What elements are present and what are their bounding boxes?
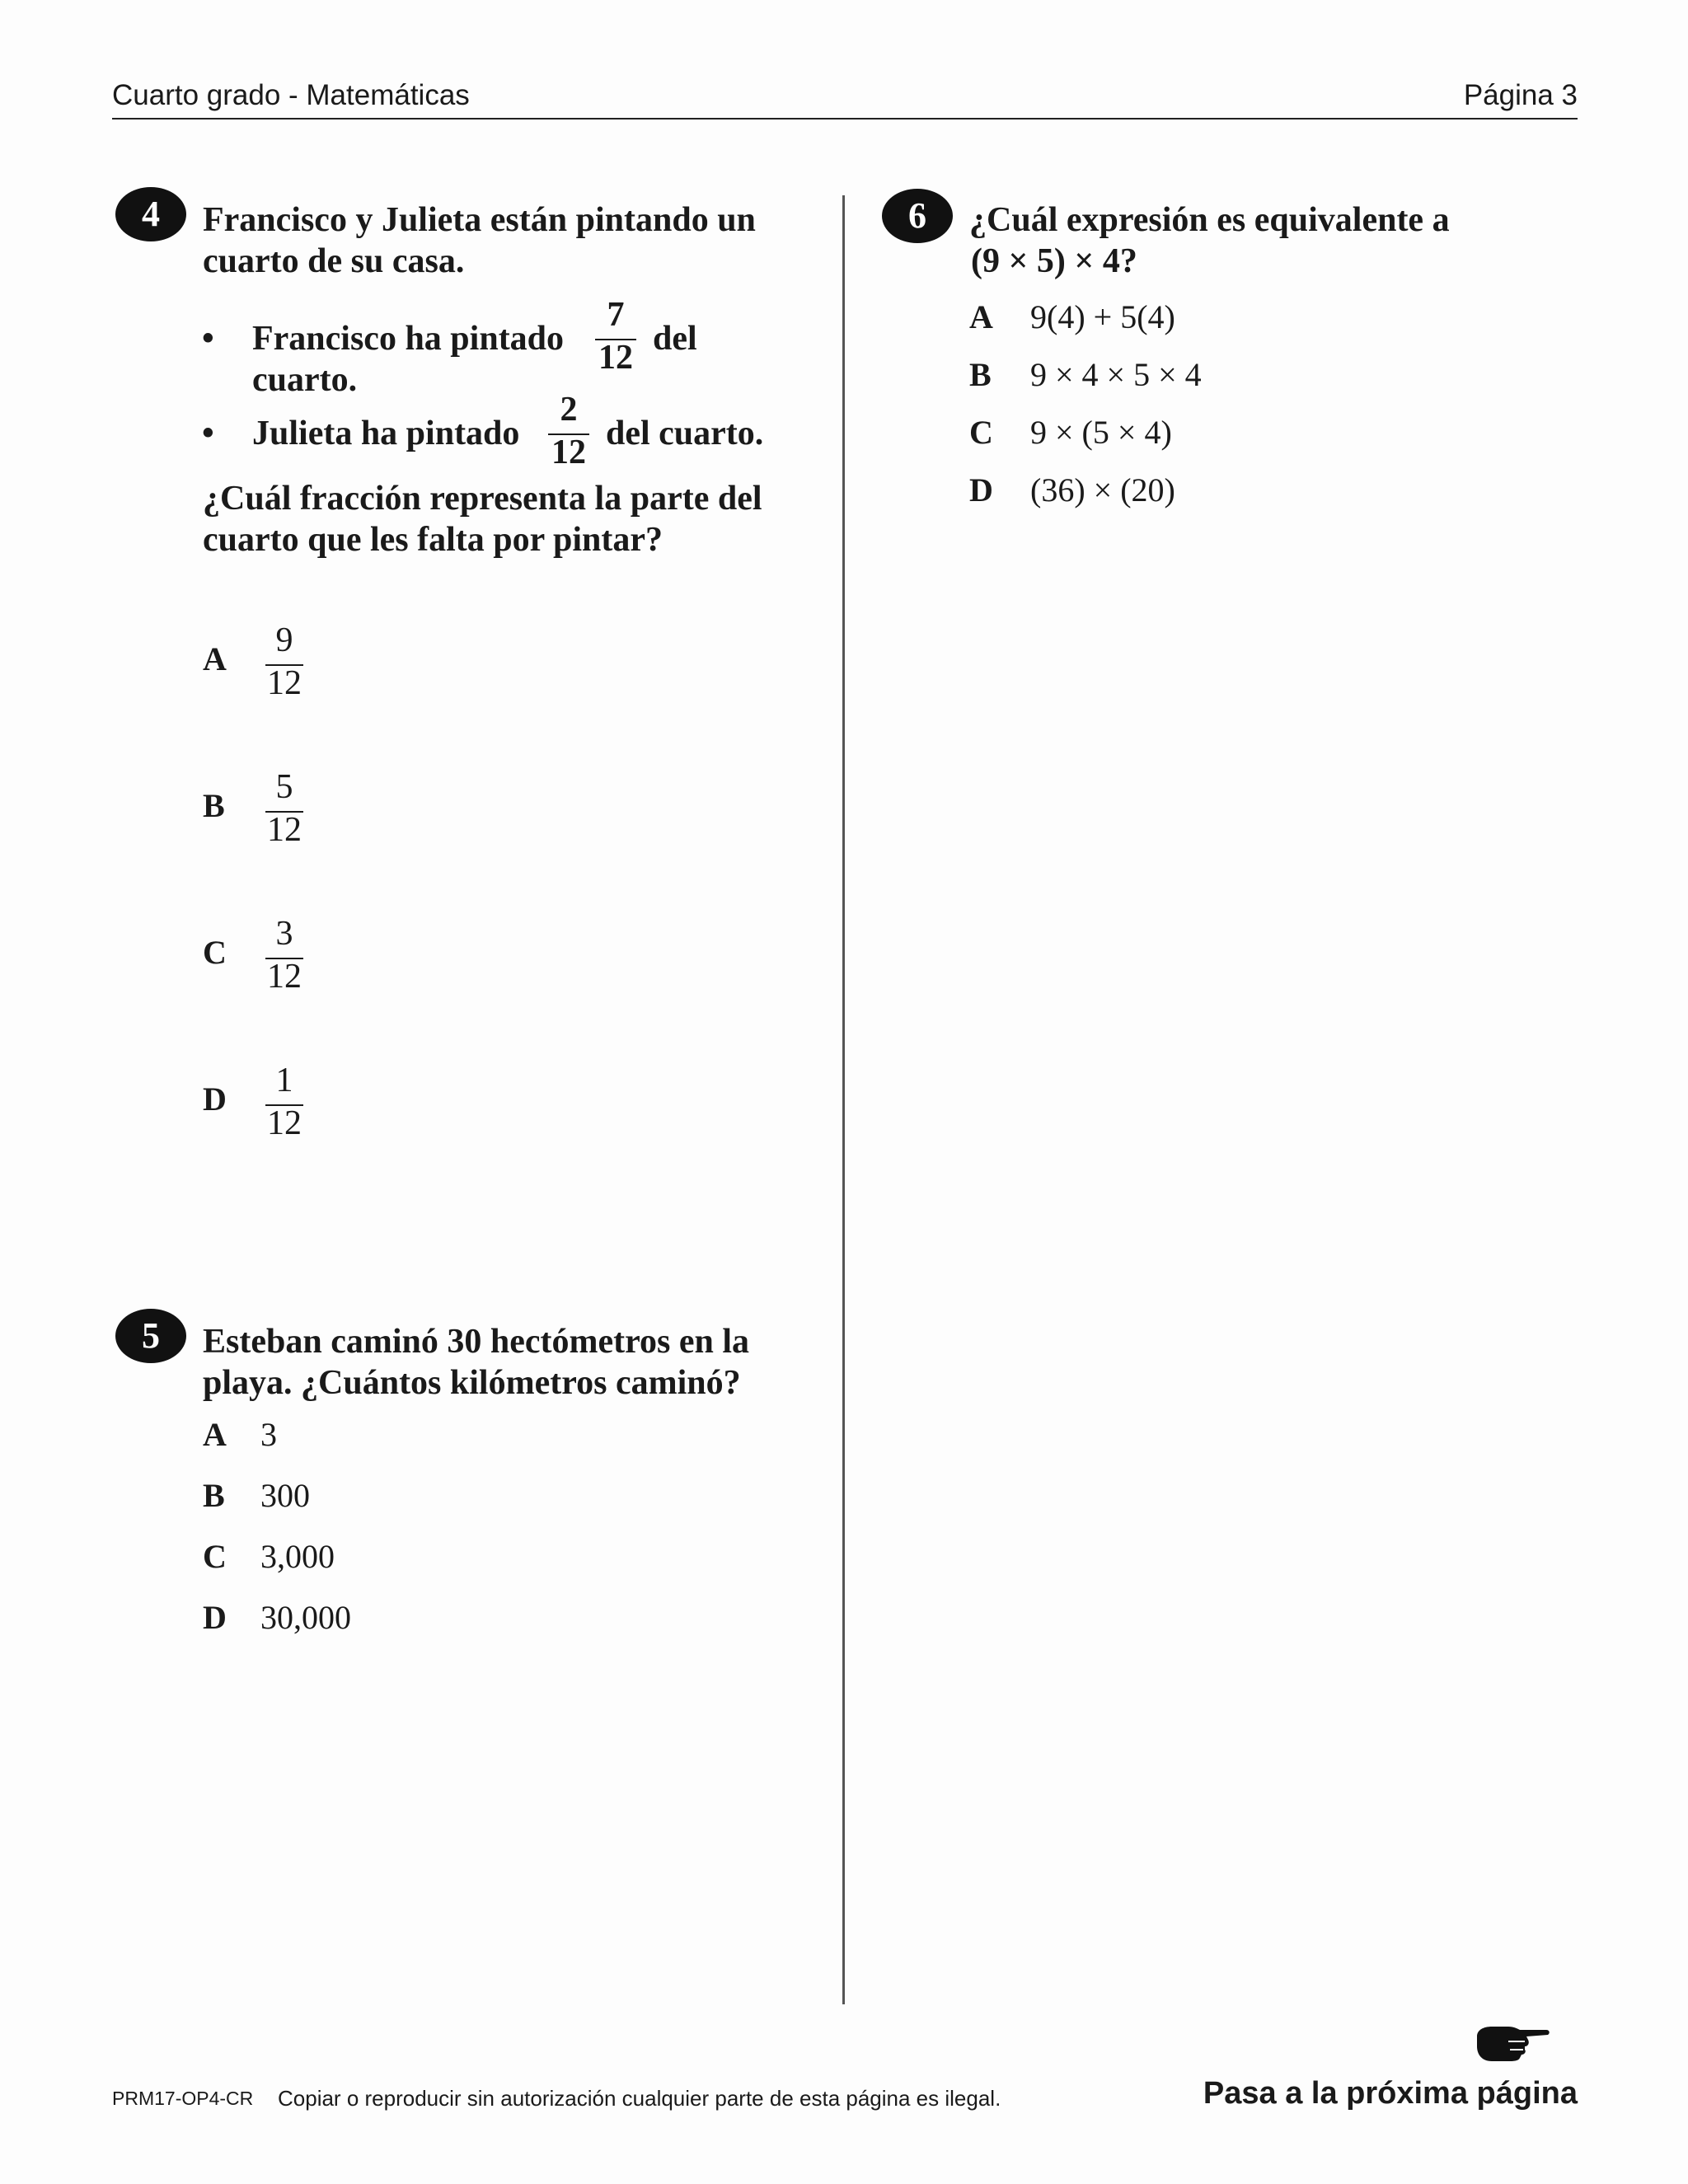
question-6-badge: 6 bbox=[882, 189, 953, 243]
column-divider bbox=[842, 195, 845, 2004]
q6-option-c[interactable] bbox=[969, 412, 1381, 453]
fraction-numerator: 3 bbox=[275, 915, 293, 953]
q4-bullet-1-dot: • bbox=[202, 320, 214, 358]
fraction-denominator: 12 bbox=[551, 434, 586, 471]
fraction-numerator: 7 bbox=[607, 296, 625, 334]
q4-question-line2: cuarto que les falta por pintar? bbox=[203, 521, 663, 559]
q5-stem-line2: playa. ¿Cuántos kilómetros caminó? bbox=[203, 1364, 741, 1402]
option-text: 3,000 bbox=[260, 1538, 335, 1575]
fraction-denominator: 12 bbox=[267, 664, 302, 702]
q5-option-c[interactable] bbox=[203, 1536, 532, 1577]
option-text: 9(4) + 5(4) bbox=[1030, 298, 1175, 335]
option-letter: D bbox=[203, 1599, 227, 1636]
option-text: (36) × (20) bbox=[1030, 471, 1175, 509]
q6-option-d[interactable] bbox=[969, 470, 1381, 511]
option-text: 9 × 4 × 5 × 4 bbox=[1030, 356, 1202, 393]
q4-bullet-2-dot: • bbox=[202, 415, 214, 452]
option-letter: D bbox=[203, 1080, 227, 1118]
fraction-denominator: 12 bbox=[267, 1104, 302, 1142]
option-letter: A bbox=[203, 640, 227, 677]
q4-option-b[interactable] bbox=[203, 766, 368, 857]
copyright-notice: Copiar o reproducir sin autorización cualquier parte de esta página es ilegal. bbox=[278, 2086, 1001, 2111]
q4-bullet-1-text-end: del bbox=[653, 320, 697, 358]
q5-option-a[interactable] bbox=[203, 1414, 532, 1455]
option-letter: B bbox=[969, 356, 992, 393]
q6-stem-line1: ¿Cuál expresión es equivalente a bbox=[969, 201, 1450, 239]
q4-bullet-2-text-end: del cuarto. bbox=[606, 415, 764, 452]
q4-bullet-2-fraction bbox=[548, 389, 589, 473]
fraction-denominator: 12 bbox=[267, 958, 302, 996]
option-letter: C bbox=[203, 1538, 227, 1575]
q5-stem-line1: Esteban caminó 30 hectómetros en la bbox=[203, 1323, 749, 1361]
option-text: 3 bbox=[260, 1416, 277, 1453]
fraction-denominator: 12 bbox=[267, 811, 302, 849]
q4-bullet-1-text-cont: cuarto. bbox=[252, 361, 358, 399]
fraction-numerator: 5 bbox=[275, 768, 293, 806]
header-subject: Cuarto grado - Matemáticas bbox=[112, 79, 470, 111]
q4-bullet-1-text: Francisco ha pintado bbox=[252, 320, 565, 358]
q6-option-b[interactable] bbox=[969, 354, 1381, 396]
q6-option-a[interactable] bbox=[969, 297, 1381, 338]
q4-option-d[interactable] bbox=[203, 1060, 368, 1151]
option-letter: B bbox=[203, 1477, 225, 1514]
q4-stem-line2: cuarto de su casa. bbox=[203, 242, 465, 280]
question-5-badge: 5 bbox=[115, 1309, 186, 1363]
q5-option-b[interactable] bbox=[203, 1475, 532, 1516]
option-fraction bbox=[265, 766, 303, 851]
q4-bullet-1-fraction bbox=[595, 294, 636, 378]
option-letter: C bbox=[203, 934, 227, 971]
q4-stem-line1: Francisco y Julieta están pintando un bbox=[203, 201, 756, 239]
option-fraction bbox=[265, 913, 303, 997]
option-letter: D bbox=[969, 471, 993, 509]
pointing-hand-icon bbox=[1475, 2022, 1551, 2063]
document-code: PRM17-OP4-CR bbox=[112, 2088, 254, 2109]
q6-stem-line2: (9 × 5) × 4? bbox=[971, 242, 1137, 280]
option-fraction bbox=[265, 1060, 303, 1144]
option-letter: C bbox=[969, 414, 993, 451]
fraction-numerator: 9 bbox=[275, 621, 293, 659]
q4-option-c[interactable] bbox=[203, 913, 368, 1004]
page-number: Página 3 bbox=[1463, 79, 1578, 111]
option-letter: A bbox=[969, 298, 993, 335]
option-text: 300 bbox=[260, 1477, 310, 1514]
fraction-numerator: 1 bbox=[275, 1062, 293, 1099]
fraction-denominator: 12 bbox=[598, 339, 633, 377]
q4-question-line1: ¿Cuál fracción representa la parte del bbox=[203, 480, 762, 518]
header-divider bbox=[112, 118, 1578, 120]
option-text: 9 × (5 × 4) bbox=[1030, 414, 1172, 451]
q4-option-a[interactable] bbox=[203, 620, 368, 710]
fraction-numerator: 2 bbox=[560, 391, 578, 429]
option-fraction bbox=[265, 620, 303, 704]
option-letter: A bbox=[203, 1416, 227, 1453]
q4-bullet-2-text: Julieta ha pintado bbox=[252, 415, 520, 452]
question-4-badge: 4 bbox=[115, 187, 186, 241]
q5-option-d[interactable] bbox=[203, 1597, 532, 1638]
option-text: 30,000 bbox=[260, 1599, 351, 1636]
option-letter: B bbox=[203, 787, 225, 824]
next-page-prompt: Pasa a la próxima página bbox=[1203, 2076, 1578, 2111]
